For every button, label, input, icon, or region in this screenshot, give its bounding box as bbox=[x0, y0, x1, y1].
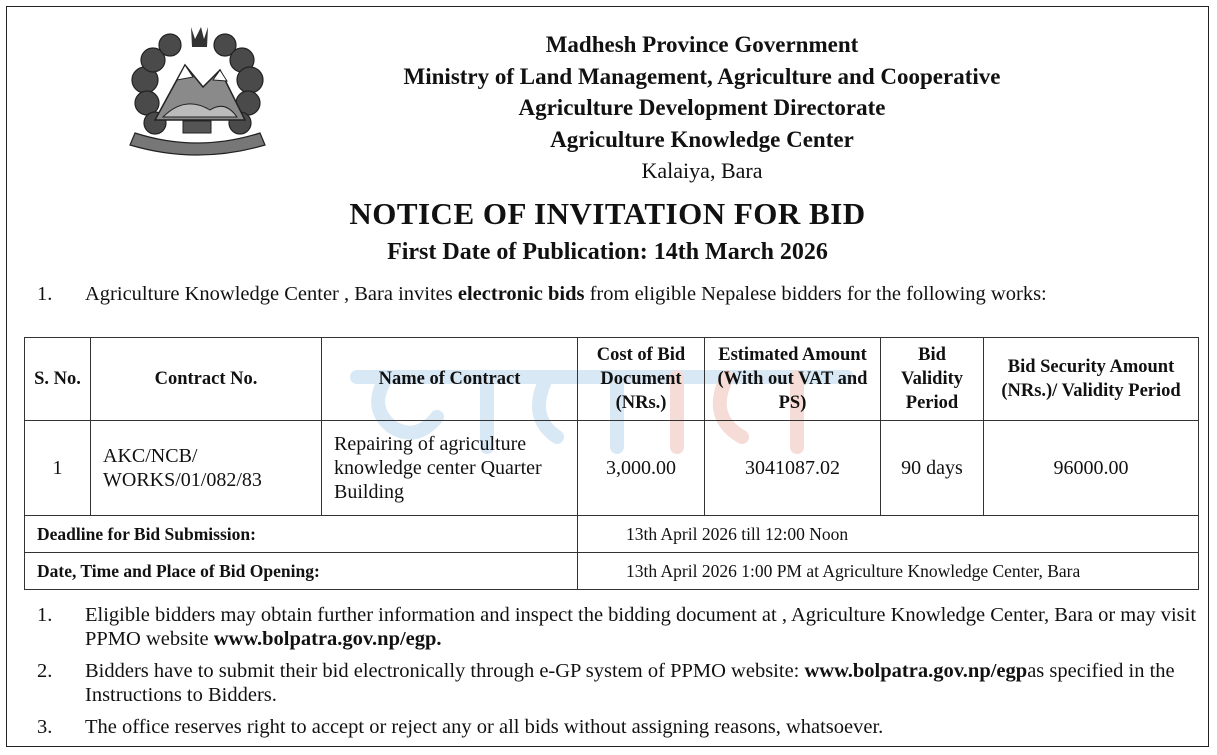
point-1 bbox=[37, 603, 1197, 651]
contract-name: Repairing of agriculture knowledge center Quarter Building bbox=[322, 421, 578, 516]
point-3 bbox=[37, 715, 1197, 739]
column-header: Contract No. bbox=[91, 338, 322, 421]
intro-text-start: Agriculture Knowledge Center , Bara invites bbox=[85, 283, 458, 305]
point-text bbox=[85, 659, 1197, 707]
intro-paragraph bbox=[37, 282, 1197, 306]
ministry-name: Ministry of Land Management, Agriculture and Cooperative bbox=[403, 63, 1001, 89]
point-number: 1. bbox=[37, 604, 53, 626]
point-text bbox=[85, 603, 1197, 651]
contract-number: AKC/NCB/ WORKS/01/082/83 bbox=[91, 421, 322, 516]
point-number: 2. bbox=[37, 660, 53, 682]
estimated-amount: 3041087.02 bbox=[705, 421, 881, 516]
intro-number: 1. bbox=[37, 283, 53, 305]
point-2-text-end: as specified in the Instructions to Bidders. bbox=[85, 660, 1175, 706]
egp-link[interactable]: www.bolpatra.gov.np/egp bbox=[804, 660, 1028, 682]
point-2 bbox=[37, 659, 1197, 707]
opening-row bbox=[25, 553, 1199, 590]
intro-text bbox=[85, 282, 1197, 306]
center-name: Agriculture Knowledge Center bbox=[550, 126, 854, 152]
table-header-row bbox=[25, 338, 1199, 421]
table-row bbox=[25, 421, 1199, 516]
deadline-value: 13th April 2026 till 12:00 Noon bbox=[578, 516, 1199, 553]
serial-number: 1 bbox=[25, 421, 91, 516]
column-header: Name of Contract bbox=[322, 338, 578, 421]
opening-label: Date, Time and Place of Bid Opening: bbox=[25, 553, 578, 590]
directorate-name: Agriculture Development Directorate bbox=[518, 95, 886, 120]
column-header: S. No. bbox=[25, 338, 91, 421]
point-number: 3. bbox=[37, 716, 53, 738]
ppmo-link[interactable]: www.bolpatra.gov.np/egp. bbox=[213, 628, 442, 650]
notice-page bbox=[6, 6, 1209, 747]
office-location: Kalaiya, Bara bbox=[641, 158, 763, 183]
column-header: Cost of Bid Document (NRs.) bbox=[578, 338, 705, 421]
nepal-emblem-icon bbox=[115, 25, 280, 165]
deadline-label: Deadline for Bid Submission: bbox=[25, 516, 578, 553]
column-header: Bid Security Amount (NRs.)/ Validity Period bbox=[984, 338, 1199, 421]
point-1-text: Eligible bidders may obtain further information and inspect the bidding document at , Agriculture Knowledge Center, Bara or may visit PPMO website bbox=[85, 604, 1197, 650]
intro-text-end: from eligible Nepalese bidders for the following works: bbox=[584, 283, 1047, 305]
opening-value: 13th April 2026 1:00 PM at Agriculture Knowledge Center, Bara bbox=[578, 553, 1199, 590]
notice-title: NOTICE OF INVITATION FOR BID bbox=[349, 196, 866, 231]
bid-document-cost: 3,000.00 bbox=[578, 421, 705, 516]
intro-bold-text: electronic bids bbox=[457, 283, 585, 305]
column-header: Estimated Amount (With out VAT and PS) bbox=[705, 338, 881, 421]
office-header bbox=[307, 29, 1097, 186]
bid-security: 96000.00 bbox=[984, 421, 1199, 516]
deadline-row bbox=[25, 516, 1199, 553]
point-2-text: Bidders have to submit their bid electronically through e-GP system of PPMO website: bbox=[85, 660, 805, 682]
column-header: Bid Validity Period bbox=[881, 338, 984, 421]
bid-table bbox=[24, 337, 1199, 590]
bid-validity: 90 days bbox=[881, 421, 984, 516]
government-name: Madhesh Province Government bbox=[545, 32, 859, 57]
point-3-text: The office reserves right to accept or reject any or all bids without assigning reasons, whatsoever. bbox=[85, 716, 884, 738]
publication-date: First Date of Publication: 14th March 2026 bbox=[387, 239, 828, 265]
